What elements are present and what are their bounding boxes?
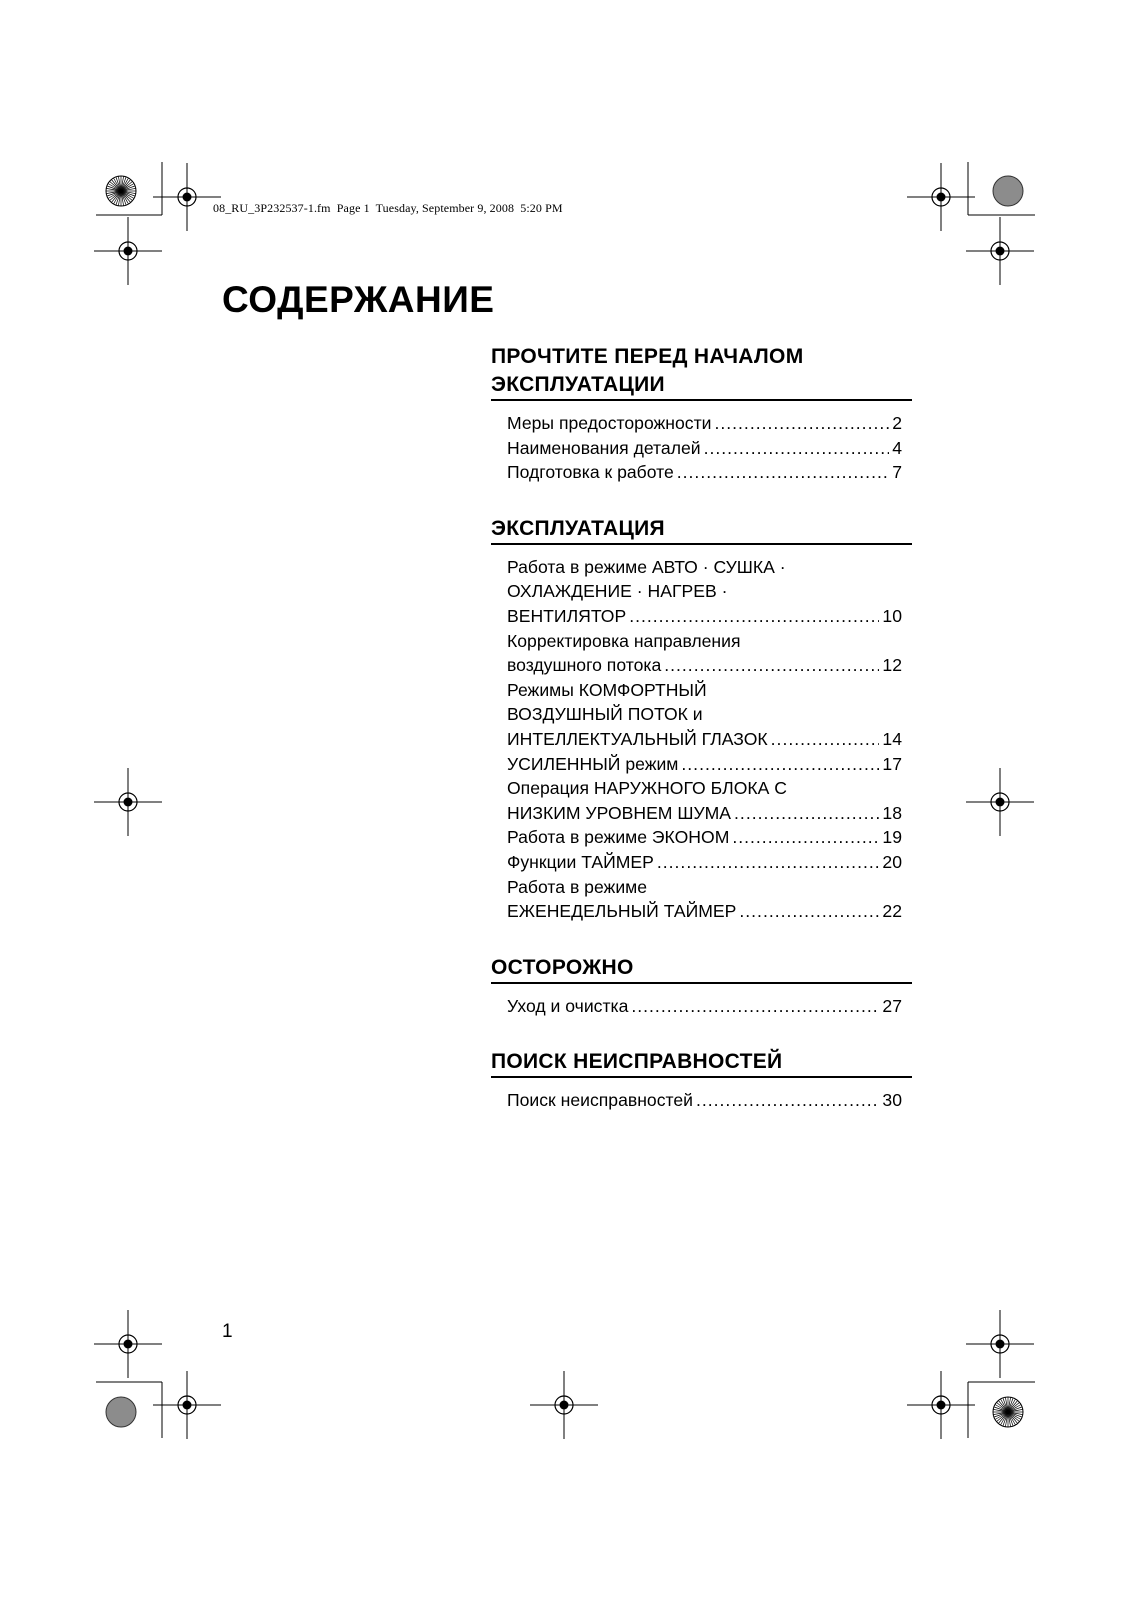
toc-section [491, 954, 912, 1019]
toc-entry-text: Функции ТАЙМЕР [507, 851, 654, 872]
dot-leader [739, 899, 879, 924]
section-heading [491, 343, 912, 401]
starburst-icon [106, 176, 136, 206]
toc-entry[interactable] [507, 629, 902, 678]
toc-section [491, 515, 912, 924]
dot-leader [704, 436, 890, 461]
toc-page-number: 14 [882, 728, 902, 749]
toc-entry-line [507, 825, 902, 850]
section-heading [491, 954, 912, 984]
toc-entry-line [507, 653, 902, 678]
dot-leader [681, 752, 879, 777]
toc-entry-line [507, 629, 902, 654]
toc-entry-line [507, 776, 902, 801]
toc-entry[interactable] [507, 460, 902, 485]
section-heading [491, 1048, 912, 1078]
toc-entry-text: Корректировка направления [507, 630, 741, 651]
page-number: 1 [222, 1321, 233, 1342]
toc-entry[interactable] [507, 752, 902, 777]
toc-entry-line [507, 460, 902, 485]
toc-page-number: 20 [882, 851, 902, 872]
grey-disc-icon [106, 1397, 136, 1427]
toc-entry-line [507, 850, 902, 875]
section-heading [491, 515, 912, 545]
dot-leader [696, 1088, 879, 1113]
dot-leader [771, 727, 880, 752]
toc-entry-line [507, 604, 902, 629]
dot-leader [631, 994, 879, 1019]
toc-entry-line [507, 994, 902, 1019]
toc-entry-line [507, 801, 902, 826]
section-heading-line: ПОИСК НЕИСПРАВНОСТЕЙ [491, 1050, 783, 1074]
toc-entry-line [507, 727, 902, 752]
toc-page-number: 7 [892, 462, 902, 483]
toc-entry-text: Подготовка к работе [507, 462, 674, 483]
dot-leader [629, 604, 879, 629]
toc-entry[interactable] [507, 825, 902, 850]
toc-entry-text: Уход и очистка [507, 995, 629, 1016]
toc-entry[interactable] [507, 678, 902, 752]
toc-section [491, 1048, 912, 1113]
toc-entry[interactable] [507, 850, 902, 875]
toc-entry-text: Наименования деталей [507, 437, 701, 458]
toc-page-number: 22 [882, 901, 902, 922]
dot-leader [734, 801, 879, 826]
section-heading-line: ПРОЧТИТЕ ПЕРЕД НАЧАЛОМ [491, 345, 804, 368]
toc-entry-line [507, 752, 902, 777]
toc-entry-text: ОХЛАЖДЕНИЕ · НАГРЕВ · [507, 581, 728, 602]
toc-entry-list [491, 1078, 912, 1113]
section-heading-line: ЭКСПЛУАТАЦИИ [491, 373, 665, 396]
toc-entry[interactable] [507, 436, 902, 461]
print-header-line: 08_RU_3P232537-1.fm Page 1 Tuesday, September 9, 2008 5:20 PM [213, 201, 563, 215]
toc-entry-text: УСИЛЕННЫЙ режим [507, 753, 679, 774]
toc-page-number: 27 [882, 995, 902, 1016]
toc-entry-text: Работа в режиме ЭКОНОМ [507, 827, 730, 848]
toc-entry-line [507, 702, 902, 727]
toc-entry[interactable] [507, 1088, 902, 1113]
toc-entry-line [507, 555, 902, 580]
dot-leader [714, 411, 889, 436]
toc-entry-list [491, 545, 912, 924]
section-heading-line: ЭКСПЛУАТАЦИЯ [491, 516, 665, 540]
toc-entry-line [507, 899, 902, 924]
toc-entry-text: воздушного потока [507, 655, 662, 676]
toc-entry-text: ВОЗДУШНЫЙ ПОТОК и [507, 704, 703, 725]
toc-page-number: 30 [882, 1090, 902, 1111]
toc-entry-list [491, 984, 912, 1019]
starburst-icon [993, 1397, 1023, 1427]
toc-entry-text: Операция НАРУЖНОГО БЛОКА С [507, 778, 787, 799]
dot-leader [677, 460, 889, 485]
toc-entry-line [507, 436, 902, 461]
table-of-contents [491, 343, 912, 1113]
toc-page-number: 12 [882, 655, 902, 676]
toc-entry-line [507, 411, 902, 436]
toc-page-number: 18 [882, 802, 902, 823]
dot-leader [664, 653, 879, 678]
toc-page-number: 19 [882, 827, 902, 848]
toc-entry-text: НИЗКИМ УРОВНЕМ ШУМА [507, 802, 732, 823]
toc-entry[interactable] [507, 776, 902, 825]
toc-entry-list [491, 401, 912, 485]
toc-page-number: 2 [892, 413, 902, 433]
toc-entry-text: Режимы КОМФОРТНЫЙ [507, 679, 707, 700]
toc-entry[interactable] [507, 411, 902, 436]
grey-disc-icon [993, 176, 1023, 206]
dot-leader [732, 825, 879, 850]
toc-entry-text: ИНТЕЛЛЕКТУАЛЬНЫЙ ГЛАЗОК [507, 728, 768, 749]
toc-entry-text: Работа в режиме [507, 876, 648, 897]
toc-page-number: 4 [892, 437, 902, 458]
toc-page-number: 10 [882, 605, 902, 626]
section-heading-line: ОСТОРОЖНО [491, 955, 634, 979]
dot-leader [657, 850, 880, 875]
toc-entry[interactable] [507, 555, 902, 629]
toc-entry-text: Работа в режиме АВТО · СУШКА · [507, 556, 786, 577]
toc-entry[interactable] [507, 994, 902, 1019]
toc-entry-text: ЕЖЕНЕДЕЛЬНЫЙ ТАЙМЕР [507, 901, 737, 922]
toc-entry-line [507, 579, 902, 604]
toc-entry-line [507, 1088, 902, 1113]
toc-entry-line [507, 678, 902, 703]
toc-entry-text: Поиск неисправностей [507, 1090, 693, 1111]
page-title: СОДЕРЖАНИЕ [222, 279, 495, 320]
toc-page-number: 17 [882, 753, 902, 774]
toc-section [491, 343, 912, 485]
toc-entry[interactable] [507, 875, 902, 924]
toc-entry-text: ВЕНТИЛЯТОР [507, 605, 627, 626]
toc-entry-text: Меры предосторожности [507, 413, 712, 433]
toc-entry-line [507, 875, 902, 900]
